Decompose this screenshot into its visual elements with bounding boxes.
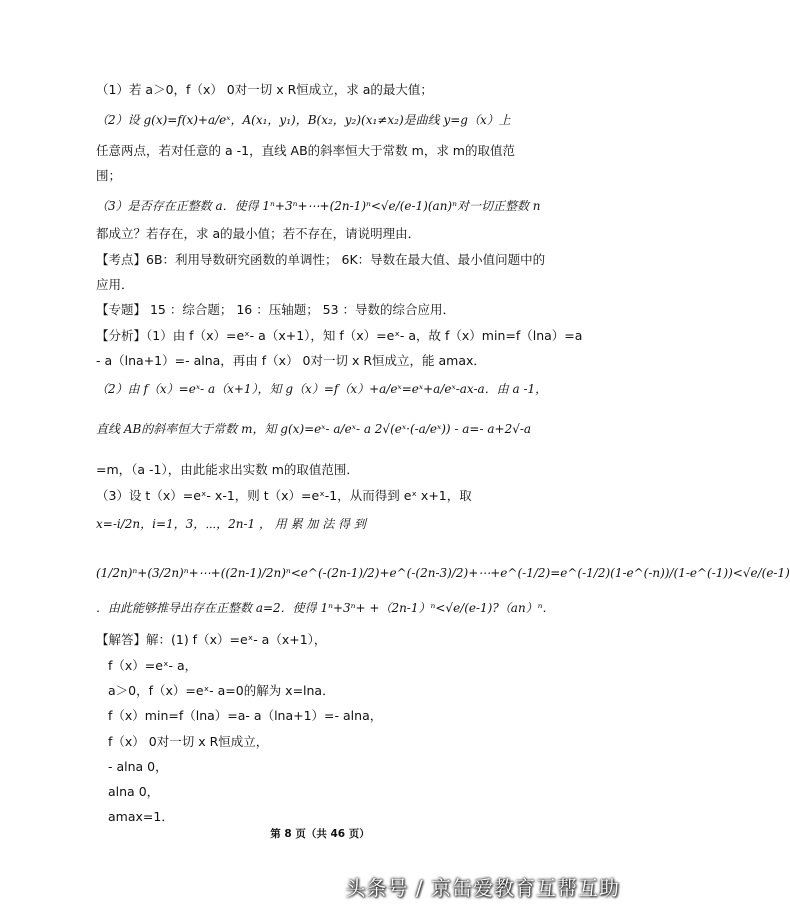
problem-part-3-inequality: （3）是否存在正整数 a．使得 1ⁿ+3ⁿ+⋯+(2n-1)ⁿ<√e/(e-1)(an)ⁿ对一切正整数 n <box>96 199 541 213</box>
solution-step-4: f（x） 0对一切 x R恒成立， <box>108 734 269 749</box>
problem-part-2-end: 围； <box>96 168 122 183</box>
solution-step-2: a＞0，f（x）=eˣ- a=0的解为 x=lna． <box>108 683 335 698</box>
problem-part-1: （1）若 a＞0，f（x） 0对一切 x R恒成立，求 a的最大值； <box>96 82 433 97</box>
solution-step-3: f（x）min=f（lna）=a- a（lna+1）=- alna， <box>108 708 383 723</box>
kaodian-line-1: 【考点】6B：利用导数研究函数的单调性； 6K：导数在最大值、最小值问题中的 <box>96 252 546 267</box>
analysis-line-2: - a（lna+1）=- alna，再由 f（x） 0对一切 x R恒成立，能 amax． <box>96 353 486 368</box>
page-footer: 第 8 页（共 46 页） <box>270 828 370 840</box>
watermark-text: 头条号 / 京缶爱教育互帮互助 <box>345 876 620 900</box>
analysis-line-1: 【分析】（1）由 f（x）=eˣ- a（x+1），知 f（x）=eˣ- a，故 f（x）min=f（lna）=a <box>96 328 583 343</box>
zhuanti-line: 【专题】 15 ：综合题； 16 ：压轴题； 53 ：导数的综合应用． <box>96 302 456 317</box>
problem-part-2-definition: （2）设 g(x)=f(x)+a/eˣ，A(x₁，y₁)，B(x₂，y₂)(x₁≠x₂)是曲线 y=g（x）上 <box>96 113 511 127</box>
solution-step-1: f（x）=eˣ- a， <box>108 658 198 673</box>
solution-header: 【解答】解：(1) f（x）=eˣ- a（x+1）， <box>96 632 327 647</box>
analysis-part-3-conclusion: ．由此能够推导出存在正整数 a=2．使得 1ⁿ+3ⁿ+ +（2n-1）ⁿ<√e/(e-1)?（an）ⁿ． <box>96 601 555 615</box>
solution-step-7: amax=1． <box>108 809 174 824</box>
analysis-part-3-inequality-chain: (1/2n)ⁿ+(3/2n)ⁿ+⋯+((2n-1)/2n)ⁿ<e^(-(2n-1)/2)+e^(-(2n-3)/2)+⋯+e^(-1/2)=e^(-1/2)(1-e^(-n))/(1-e^(-1))<√e/(e-1) <box>96 566 790 580</box>
solution-step-5: - alna 0， <box>108 759 168 774</box>
problem-part-3-question: 都成立？若存在，求 a的最小值；若不存在，请说明理由． <box>96 226 421 241</box>
analysis-part-2-line-3: =m，（a -1），由此能求出实数 m的取值范围． <box>96 462 359 477</box>
problem-part-2-text: 任意两点，若对任意的 a -1，直线 AB的斜率恒大于常数 m，求 m的取值范 <box>96 143 515 158</box>
analysis-part-2-line-1: （2）由 f（x）=eˣ- a（x+1），知 g（x）=f（x）+a/eˣ=eˣ+a/eˣ-ax-a．由 a -1， <box>96 382 548 396</box>
solution-step-6: alna 0， <box>108 784 160 799</box>
analysis-part-2-line-2: 直线 AB的斜率恒大于常数 m，知 g(x)=eˣ- a/eˣ- a 2√(eˣ·(-a/eˣ)) - a=- a+2√-a <box>96 422 532 436</box>
kaodian-line-2: 应用． <box>96 277 134 292</box>
analysis-part-3-line-1: （3）设 t（x）=eˣ- x-1，则 t（x）=eˣ-1，从而得到 eˣ x+1，取 <box>96 488 472 503</box>
analysis-part-3-line-2: x=-i/2n，i=1，3，⋯，2n-1 ， 用 累 加 法 得 到 <box>96 517 366 531</box>
